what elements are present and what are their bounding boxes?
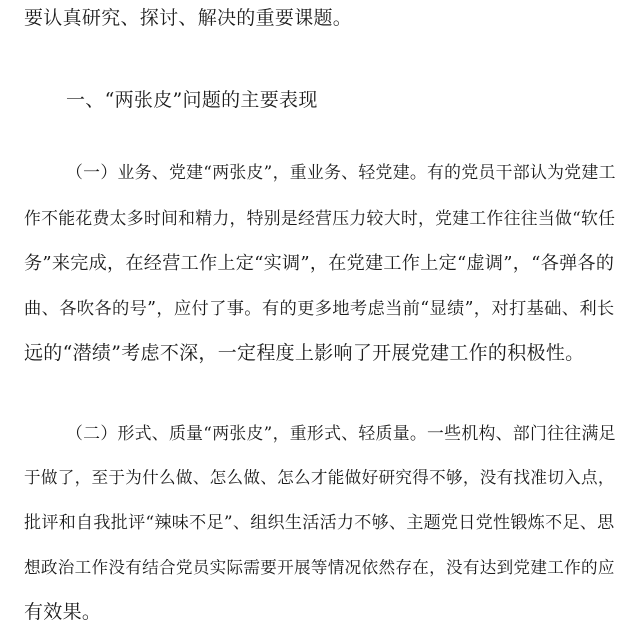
section-heading: 一、“两张皮”问题的主要表现 <box>66 89 318 111</box>
intro-tail-line: 要认真研究、探讨、解决的重要课题。 <box>24 7 353 29</box>
paragraph1-line-2: 作不能花费太多时间和精力，特别是经营压力较大时，党建工作往往当做“软任 <box>24 208 616 228</box>
paragraph2-line-1: （二）形式、质量“两张皮”，重形式、轻质量。一些机构、部门往往满足 <box>66 423 616 443</box>
paragraph2-line-5: 有效果。 <box>24 601 102 623</box>
paragraph1-line-4: 曲、各吹各的号”，应付了事。有的更多地考虑当前“显绩”，对打基础、利长 <box>24 299 615 319</box>
paragraph1-line-3: 务”来完成，在经营工作上定“实调”，在党建工作上定“虚调”，“各弹各的 <box>24 253 615 274</box>
paragraph2-line-4: 想政治工作没有结合党员实际需要开展等情况依然存在，没有达到党建工作的应 <box>24 558 615 577</box>
paragraph2-line-3: 批评和自我批评“辣味不足”、组织生活活力不够、主题党日党性锻炼不足、思 <box>24 513 615 533</box>
paragraph1-line-1: （一）业务、党建“两张皮”，重业务、轻党建。有的党员干部认为党建工 <box>66 162 616 182</box>
paragraph2-line-2: 于做了，至于为什么做、怎么做、怎么才能做好研究得不够，没有找准切入点， <box>24 468 615 487</box>
paragraph1-line-5: 远的“潜绩”考虑不深，一定程度上影响了开展党建工作的积极性。 <box>24 342 585 364</box>
